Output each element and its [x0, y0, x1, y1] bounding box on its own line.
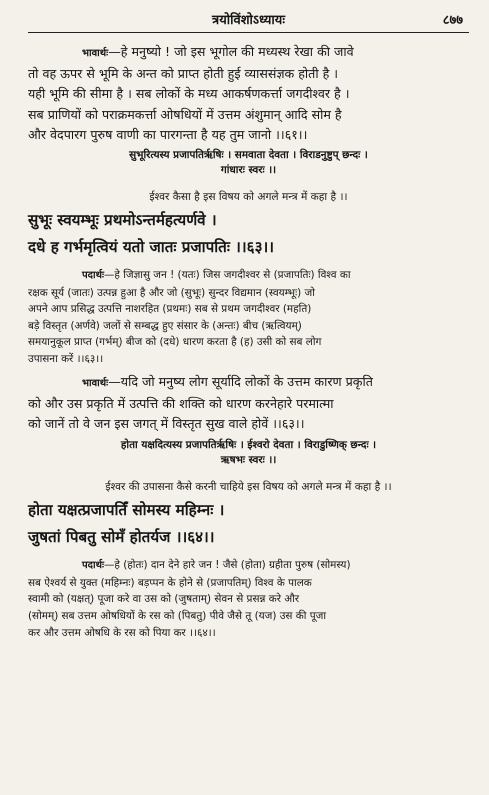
padarth-line: उपासना करें ।।६३।। [28, 352, 104, 365]
padarth-label: पदार्थः [82, 560, 104, 572]
bhavarth-label: भावार्थः [82, 377, 109, 389]
bhavarth-61 [28, 42, 469, 145]
mantra-meta-63: सुभूरित्यस्य प्रजापतिर्ऋषिः । समवाता देवता । विराडनुष्टुप् छन्दः । [129, 149, 368, 162]
bhavarth-line: को और उस प्रकृति में उत्पत्ति की शक्ति को धारण करनेहारे परमात्मा [28, 395, 334, 411]
mantra-svara-63: गांधारः स्वरः ।। [220, 164, 277, 177]
verse-line: सुभूः स्वयम्भूः प्रथमोऽन्तर्महत्यर्णवे । [28, 211, 217, 230]
padarth-line: कर और उत्तम ओषधि के रस को पिया कर ।।६४।। [28, 626, 216, 639]
bhavarth-label: भावार्थः [82, 48, 109, 59]
padarth-line: बड़े विस्तृत (अर्णवे) जलों से सम्बद्ध हुए संसार के (अन्तः) बीच (ऋत्वियम्) [28, 319, 302, 332]
padarth-line: पदार्थः—हे जिज्ञासु जन ! (यतः) जिस जगदीश्वर से (प्रजापतिः) विश्व का [82, 269, 351, 282]
padarth-line: समयानुकूल प्राप्त (गर्भम्) बीज को (दधे) धारण करता है (ह) उसी को सब लोग [28, 336, 322, 349]
verse-line: होता यक्षत्प्रजापतिँ सोमस्य महिम्नः । [28, 501, 225, 520]
chapter-title: त्रयोविंशोऽध्यायः [212, 13, 285, 28]
bhavarth-line: यही भूमि की सीमा है । सब लोकों के मध्य आकर्षणकर्त्ता जगदीश्वर है । [28, 86, 350, 102]
mantra-intro-63: ईश्वर कैसा है इस विषय को अगले मन्त्र में कहा है ।। [149, 191, 348, 204]
mantra-svara-64: ऋषभः स्वरः ।। [220, 454, 277, 467]
mantra-intro-64: ईश्वर की उपासना कैसे करनी चाहिये इस विषय को अगले मन्त्र में कहा है ।। [105, 481, 392, 494]
padarth-line: स्वामी को (यक्षत्) पूजा करे वा उस को (जुषताम्) सेवन से प्रसन्न करे और [28, 593, 300, 606]
verse-63 [28, 207, 469, 261]
page-number: ८७७ [442, 13, 463, 28]
padarth-63 [28, 267, 469, 368]
mantra-meta-64: होता यक्षदित्यस्य प्रजापतिर्ऋषिः । ईश्वरो देवता । विराडुष्णिक् छन्दः । [120, 439, 377, 452]
bhavarth-line: तो वह ऊपर से भूमि के अन्त को प्राप्त होती हुई व्याससंज्ञक होती है । [28, 66, 339, 82]
bhavarth-line: को जानें तो वे जन इस जगत् में विस्तृत सुख वाले होवें ।।६३।। [28, 415, 305, 431]
page-header [28, 8, 469, 30]
padarth-line: सब ऐश्वर्य से युक्त (महिम्नः) बड़प्पन के होने से (प्रजापतिम्) विश्व के पालक [28, 576, 312, 589]
verse-line: दधे ह गर्भमृत्वियं यतो जातः प्रजापतिः ।।६३।। [28, 238, 274, 257]
header-rule [28, 32, 469, 33]
padarth-line: रक्षक सूर्य (जातः) उत्पन्न हुआ है और जो (सुभूः) सुन्दर विद्यमान (स्वयम्भूः) जो [28, 286, 315, 299]
verse-line: जुषतां पिबतु सोमँ होतर्यज ।।६४।। [28, 528, 215, 547]
padarth-line: (सोमम्) सब उत्तम ओषधियों के रस को (पिबतु) पीवे जैसे तू (यज) उस की पूजा [28, 609, 327, 622]
padarth-line: पदार्थः—हे (होतः) दान देने हारे जन ! जैसे (होता) ग्रहीता पुरुष (सोमस्य) [82, 559, 351, 572]
padarth-line: अपने आप प्रसिद्ध उत्पत्ति नाशरहित (प्रथमः) सब से प्रथम जगदीश्वर (महति) [28, 303, 312, 316]
bhavarth-line: सब प्राणियों को पराक्रमकर्त्ता ओषधियों में उत्तम अंशुमान् आदि सोम है [28, 106, 342, 122]
verse-64 [28, 497, 469, 551]
padarth-64 [28, 557, 469, 641]
bhavarth-line: भावार्थः—यदि जो मनुष्य लोग सूर्यादि लोकों के उत्तम कारण प्रकृति [82, 373, 373, 389]
bhavarth-63 [28, 372, 469, 435]
bhavarth-line: और वेदपारग पुरुष वाणी का पारगन्ता है यह तुम जानो ।।६१।। [28, 126, 308, 142]
padarth-label: पदार्थः [82, 270, 104, 282]
bhavarth-line: भावार्थः—हे मनुष्यो ! जो इस भूगोल की मध्यस्थ रेखा की जावे [82, 44, 354, 59]
